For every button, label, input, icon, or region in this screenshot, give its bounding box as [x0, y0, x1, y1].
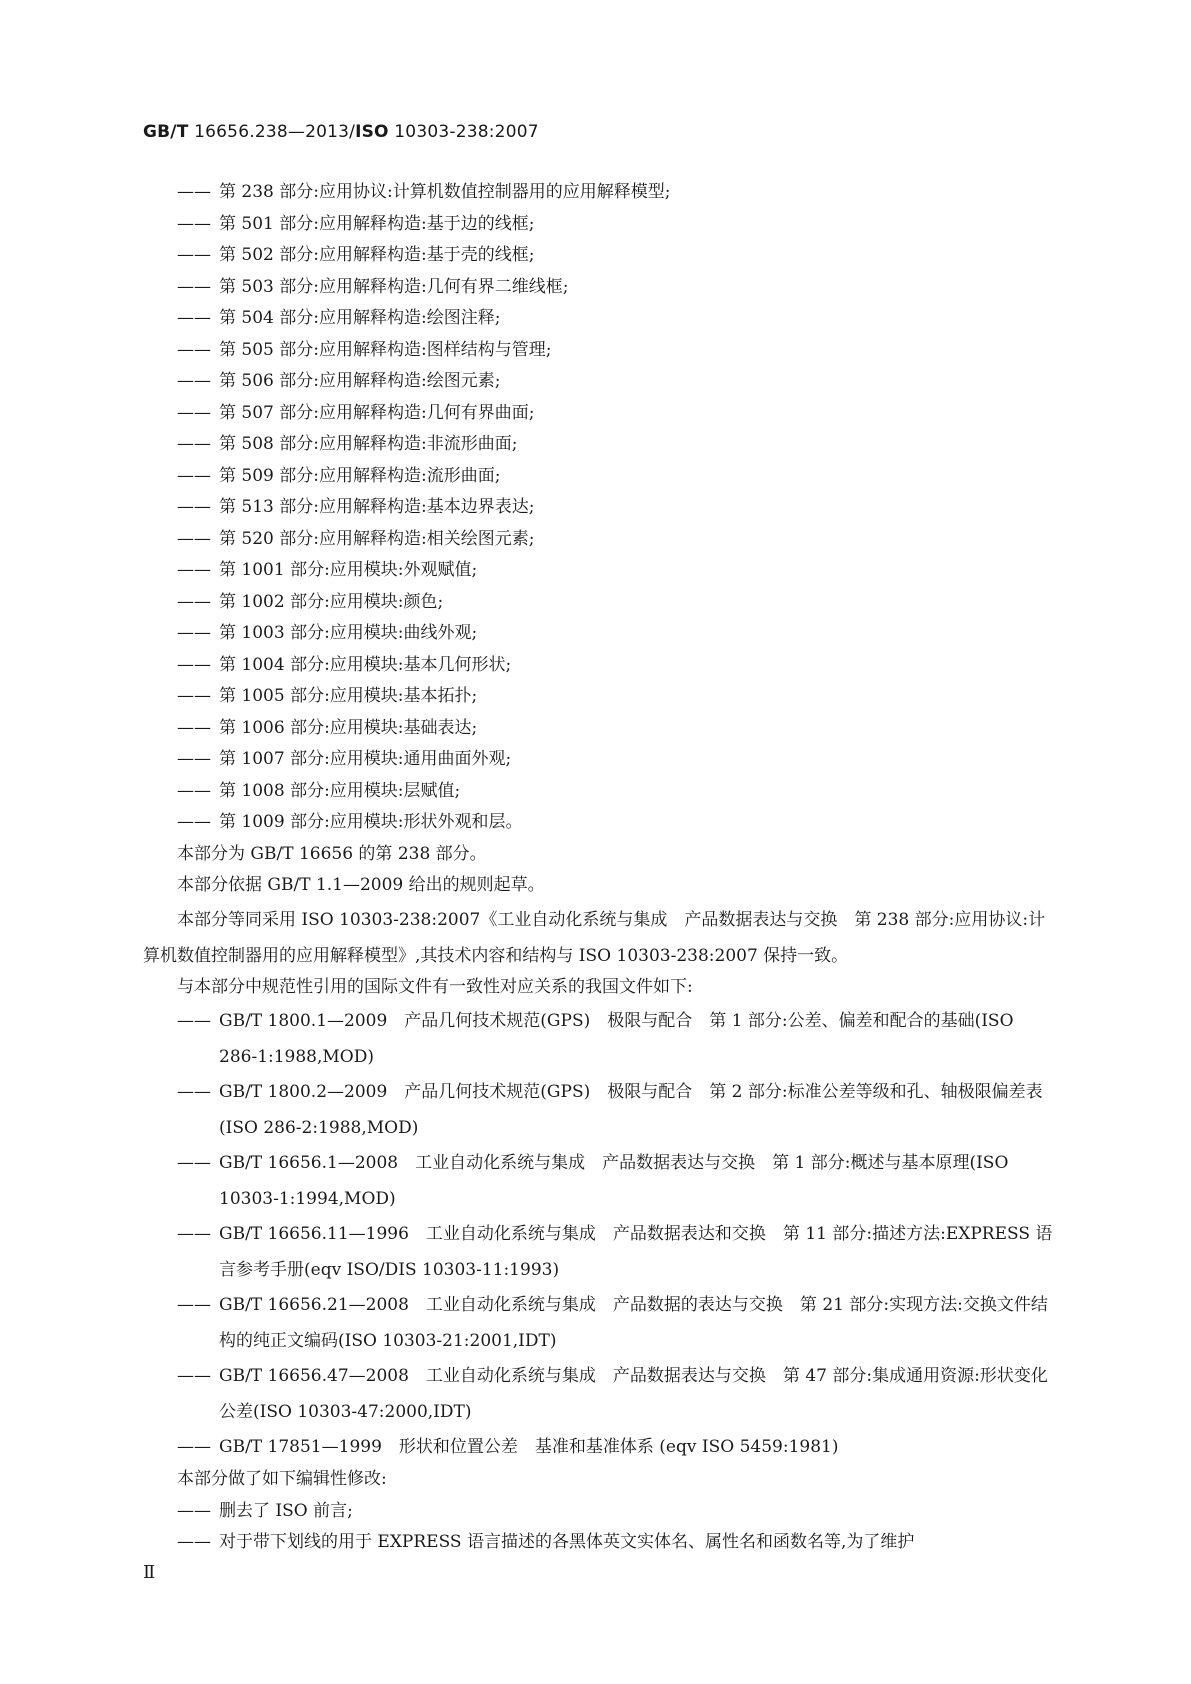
edit-item-text: 对于带下划线的用于 EXPRESS 语言描述的各黑体英文实体名、属性名和函数名等,为了维护: [219, 1532, 915, 1552]
part-item-text: 第 504 部分:应用解释构造:绘图注释;: [219, 308, 501, 328]
part-item: [177, 650, 1057, 682]
part-item-text: 第 503 部分:应用解释构造:几何有界二维线框;: [219, 276, 569, 297]
paragraph-part-number: 本部分为 GB/T 16656 的第 238 部分。: [177, 843, 487, 864]
part-item-text: 第 1008 部分:应用模块:层赋值;: [219, 780, 461, 801]
paragraph-edits-intro: 本部分做了如下编辑性修改:: [177, 1469, 387, 1489]
part-item: [177, 240, 1057, 272]
list-dash: ——: [177, 1532, 211, 1552]
part-item: [177, 366, 1057, 398]
reference-item: [177, 1074, 1057, 1146]
part-item-text: 第 1001 部分:应用模块:外观赋值;: [219, 560, 478, 580]
edit-item: [177, 1527, 1057, 1559]
list-dash: ——: [177, 1500, 211, 1521]
reference-item-text: GB/T 1800.2—2009 产品几何技术规范(GPS) 极限与配合 第 2 部分:标准公差等级和孔、轴极限偏差表(ISO 286-2:1988,MOD): [219, 1082, 1043, 1138]
list-dash: ——: [177, 1437, 211, 1457]
header-gb-prefix: GB/T: [143, 122, 189, 142]
part-item: [177, 618, 1057, 650]
page-header: [143, 122, 539, 142]
reference-item-text: GB/T 16656.21—2008 工业自动化系统与集成 产品数据的表达与交换 第 21 部分:实现方法:交换文件结构的纯正文编码(ISO 10303-21:2001,IDT): [219, 1295, 1048, 1351]
list-dash: ——: [177, 717, 211, 738]
list-dash: ——: [177, 371, 211, 391]
edit-item-text: 删去了 ISO 前言;: [219, 1500, 353, 1521]
reference-item-text: GB/T 16656.11—1996 工业自动化系统与集成 产品数据表达和交换 第 11 部分:描述方法:EXPRESS 语言参考手册(eqv ISO/DIS 10303-11:1993): [219, 1224, 1053, 1280]
part-item: [177, 272, 1057, 304]
list-dash: ——: [177, 654, 211, 675]
list-dash: ——: [177, 465, 211, 486]
list-dash: ——: [177, 1153, 211, 1173]
list-dash: ——: [177, 560, 211, 580]
list-dash: ——: [177, 308, 211, 328]
list-dash: ——: [177, 213, 211, 234]
part-item: [177, 209, 1057, 241]
reference-item: [177, 1216, 1057, 1288]
list-dash: ——: [177, 434, 211, 454]
reference-item: [177, 1358, 1057, 1430]
part-item-text: 第 505 部分:应用解释构造:图样结构与管理;: [219, 339, 552, 360]
reference-item-text: GB/T 16656.1—2008 工业自动化系统与集成 产品数据表达与交换 第 1 部分:概述与基本原理(ISO 10303-1:1994,MOD): [219, 1153, 1009, 1209]
reference-item-text: GB/T 1800.1—2009 产品几何技术规范(GPS) 极限与配合 第 1 部分:公差、偏差和配合的基础(ISO 286-1:1988,MOD): [219, 1011, 1014, 1067]
edits-list: [177, 1496, 1057, 1559]
part-item-text: 第 513 部分:应用解释构造:基本边界表达;: [219, 497, 535, 517]
part-item: [177, 335, 1057, 367]
paragraph-references-intro: 与本部分中规范性引用的国际文件有一致性对应关系的我国文件如下:: [177, 976, 693, 997]
reference-item: [177, 1429, 1057, 1465]
list-dash: ——: [177, 497, 211, 517]
part-item: [177, 807, 1057, 839]
list-dash: ——: [177, 591, 211, 612]
paragraph-equivalence: 本部分等同采用 ISO 10303-238:2007《工业自动化系统与集成 产品数据表达与交换 第 238 部分:应用协议:计算机数值控制器用的应用解释模型》,其技术内容和结构与 ISO 10303-238:2007 保持一致。: [143, 909, 1046, 966]
document-body: [143, 177, 1057, 1559]
paragraph-drafting-rules: 本部分依据 GB/T 1.1—2009 给出的规则起草。: [177, 875, 545, 895]
header-gb-number: 16656.238—2013/: [188, 122, 356, 142]
list-dash: ——: [177, 528, 211, 549]
part-item-text: 第 1003 部分:应用模块:曲线外观;: [219, 623, 478, 643]
part-item-text: 第 1002 部分:应用模块:颜色;: [219, 591, 444, 612]
part-item-text: 第 501 部分:应用解释构造:基于边的线框;: [219, 213, 535, 234]
list-dash: ——: [177, 749, 211, 769]
part-item: [177, 681, 1057, 713]
reference-item: [177, 1145, 1057, 1217]
part-item-text: 第 502 部分:应用解释构造:基于壳的线框;: [219, 245, 535, 265]
list-dash: ——: [177, 182, 211, 202]
part-item-text: 第 1007 部分:应用模块:通用曲面外观;: [219, 749, 512, 769]
list-dash: ——: [177, 1224, 211, 1244]
part-item: [177, 303, 1057, 335]
list-dash: ——: [177, 1082, 211, 1102]
reference-item: [177, 1287, 1057, 1359]
part-item-text: 第 507 部分:应用解释构造:几何有界曲面;: [219, 402, 535, 423]
list-dash: ——: [177, 402, 211, 423]
part-item: [177, 398, 1057, 430]
part-item: [177, 461, 1057, 493]
list-dash: ——: [177, 339, 211, 360]
part-item: [177, 587, 1057, 619]
part-item-text: 第 1005 部分:应用模块:基本拓扑;: [219, 686, 478, 706]
part-item-text: 第 1009 部分:应用模块:形状外观和层。: [219, 812, 523, 832]
list-dash: ——: [177, 812, 211, 832]
edit-item: [177, 1496, 1057, 1528]
list-dash: ——: [177, 276, 211, 297]
list-dash: ——: [177, 686, 211, 706]
header-iso-number: 10303-238:2007: [388, 122, 539, 142]
list-dash: ——: [177, 623, 211, 643]
part-item-text: 第 508 部分:应用解释构造:非流形曲面;: [219, 434, 518, 454]
list-dash: ——: [177, 1295, 211, 1315]
header-iso-prefix: ISO: [355, 122, 389, 142]
reference-item-text: GB/T 17851—1999 形状和位置公差 基准和基准体系 (eqv ISO 5459:1981): [219, 1437, 839, 1457]
parts-list: [177, 177, 1057, 839]
part-item: [177, 713, 1057, 745]
part-item-text: 第 238 部分:应用协议:计算机数值控制器用的应用解释模型;: [219, 182, 671, 202]
list-dash: ——: [177, 1011, 211, 1031]
part-item: [177, 744, 1057, 776]
part-item-text: 第 509 部分:应用解释构造:流形曲面;: [219, 465, 501, 486]
part-item-text: 第 520 部分:应用解释构造:相关绘图元素;: [219, 528, 535, 549]
part-item: [177, 555, 1057, 587]
part-item: [177, 524, 1057, 556]
part-item: [177, 492, 1057, 524]
part-item-text: 第 1004 部分:应用模块:基本几何形状;: [219, 654, 512, 675]
page-number: Ⅱ: [143, 1562, 156, 1583]
part-item: [177, 429, 1057, 461]
list-dash: ——: [177, 1366, 211, 1386]
list-dash: ——: [177, 245, 211, 265]
references-list: [177, 1003, 1057, 1465]
list-dash: ——: [177, 780, 211, 801]
reference-item: [177, 1003, 1057, 1075]
part-item: [177, 177, 1057, 209]
reference-item-text: GB/T 16656.47—2008 工业自动化系统与集成 产品数据表达与交换 第 47 部分:集成通用资源:形状变化公差(ISO 10303-47:2000,IDT): [219, 1366, 1048, 1422]
part-item-text: 第 1006 部分:应用模块:基础表达;: [219, 717, 478, 738]
part-item-text: 第 506 部分:应用解释构造:绘图元素;: [219, 371, 501, 391]
part-item: [177, 776, 1057, 808]
